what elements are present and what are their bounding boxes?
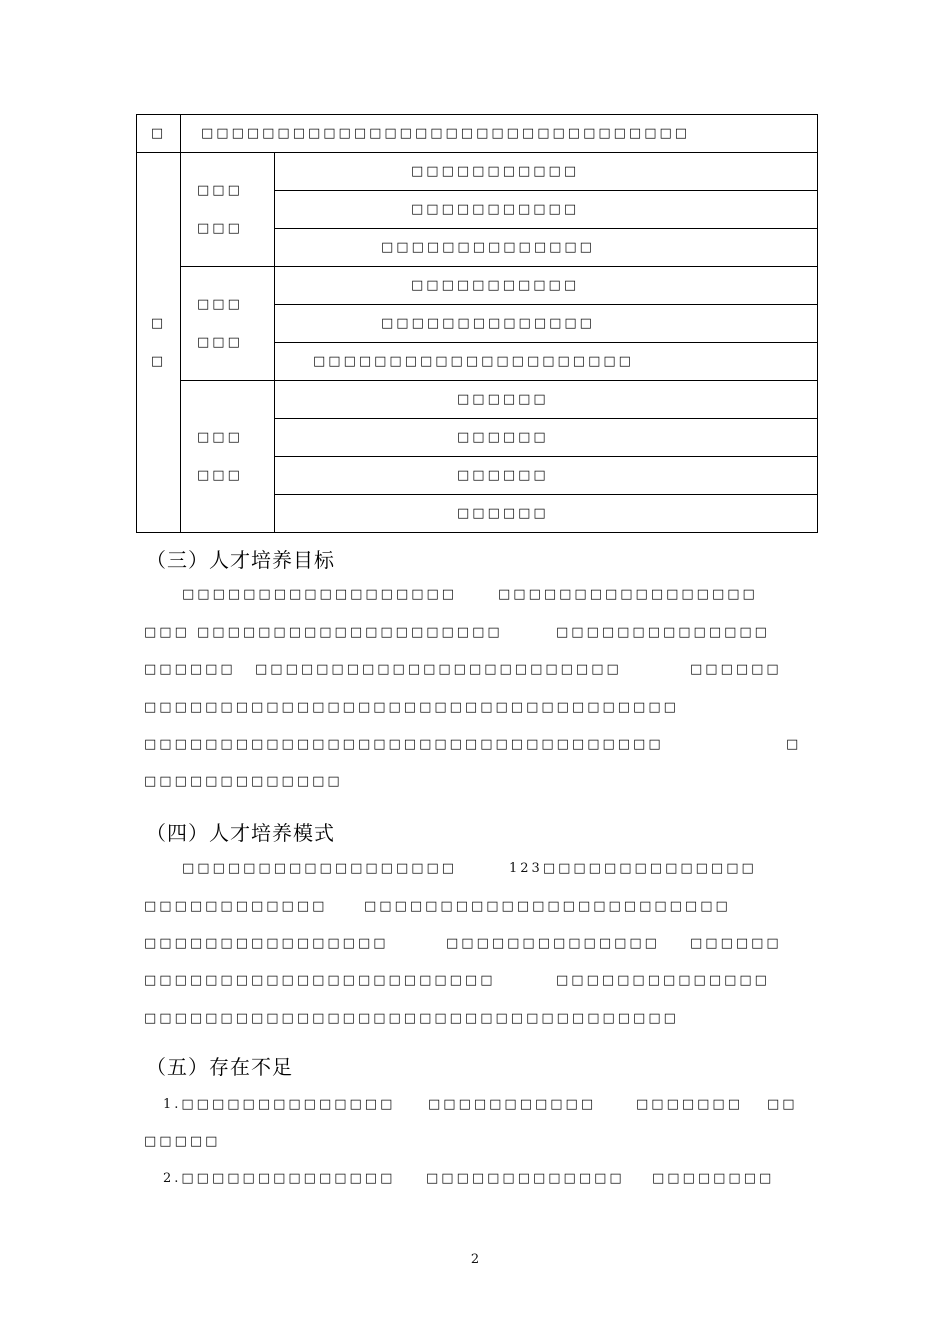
cell-text: □□□□□□□□□□□ <box>411 278 580 293</box>
text-line: □□□□□□ <box>144 662 236 677</box>
text-line: □□□□□□□□□□□□□□□□□□□□□□□□□□□□□□□□□□□ <box>144 1011 679 1026</box>
top-row-label: □ <box>137 115 181 153</box>
group-label-cell-3 <box>181 381 275 533</box>
table-cell <box>275 381 818 419</box>
text-line: □□□□□□□□□□□□□□□□□ <box>498 587 758 602</box>
text-line: □□□□□□□□□□□□□□ <box>556 973 770 988</box>
table-cell <box>275 457 818 495</box>
top-row-text: □□□□□□□□□□□□□□□□□□□□□□□□□□□□□□□□ <box>181 115 818 153</box>
group-1-label-2: □□□ <box>197 220 243 236</box>
text-line: □□□□□□□□□□□□□□□□□□□□□□□□□□□□□□□□□□ <box>144 737 664 752</box>
table-cell <box>275 419 818 457</box>
text-line: 123□□□□□□□□□□□□□□ <box>509 861 757 876</box>
cell-text: □□□□□□□□□□□□□□ <box>381 240 595 255</box>
text-line: □□ <box>767 1097 798 1112</box>
text-line: □□□□□□ <box>690 936 782 951</box>
group-1-label-1: □□□ <box>197 182 243 198</box>
page-number: 2 <box>470 1252 480 1267</box>
section-3-heading: （三）人才培养目标 <box>146 548 335 572</box>
text-line: □□□□□□□□□□□□□□□□□□□□ <box>197 625 503 640</box>
table-row <box>137 267 818 305</box>
text-line: 1.□□□□□□□□□□□□□□ <box>163 1097 396 1112</box>
text-line: □□□□□□□□□□□□□□□□□□ <box>182 587 458 602</box>
text-line: □□□□□□□□□□□□□□ <box>556 625 770 640</box>
text-line: □□□□□□□□□□□□ <box>144 899 328 914</box>
table-cell <box>275 191 818 229</box>
cell-text: □□□□□□ <box>457 430 549 445</box>
table-cell <box>275 267 818 305</box>
section-5-heading: （五）存在不足 <box>146 1055 293 1079</box>
side-label-2: □ <box>150 353 167 369</box>
group-label-cell-1 <box>181 153 275 267</box>
text-line: □□□□□□□□□□□□□□□□□□□□□□□□ <box>364 899 731 914</box>
text-line: □□□□□□□□□□□□□□ <box>446 936 660 951</box>
group-2-label-2: □□□ <box>197 334 243 350</box>
section-4-heading: （四）人才培养模式 <box>146 821 335 845</box>
cell-text: □□□□□□□□□□□ <box>411 164 580 179</box>
text-line: □□□ <box>144 625 190 640</box>
table-cell <box>275 495 818 533</box>
table-row <box>137 381 818 419</box>
text-line: □□□□□□□□□□□□□□□□□□ <box>182 861 458 876</box>
cell-text: □□□□□□□□□□□ <box>411 202 580 217</box>
side-label-cell <box>137 153 181 533</box>
table-row <box>137 153 818 191</box>
table-cell <box>275 343 818 381</box>
table-cell <box>275 153 818 191</box>
text-line: □□□□□□□□ <box>652 1171 775 1186</box>
group-label-cell-2 <box>181 267 275 381</box>
cell-text: □□□□□□ <box>457 392 549 407</box>
text-line: □□□□□□□□□□□ <box>428 1097 597 1112</box>
text-line: □□□□□□□□□□□□□ <box>144 774 343 789</box>
cell-text: □□□□□□□□□□□□□□□□□□□□□ <box>313 354 634 369</box>
table-cell <box>275 229 818 267</box>
side-label-1: □ <box>150 315 167 331</box>
table-row-top <box>137 115 818 153</box>
text-line: □ <box>786 737 802 752</box>
cell-text: □□□□□□□□□□□□□□ <box>381 316 595 331</box>
text-line: □□□□□□□ <box>636 1097 743 1112</box>
text-line: □□□□□□□□□□□□□□□□□□□□□□□□□□□□□□□□□□□ <box>144 700 679 715</box>
text-line: □□□□□□□□□□□□□□□□□□□□□□□ <box>144 973 496 988</box>
group-3-label-1: □□□ <box>197 429 243 445</box>
text-line: 2.□□□□□□□□□□□□□□ <box>163 1171 396 1186</box>
text-line: □□□□□□□□□□□□□ <box>426 1171 625 1186</box>
text-line: □□□□□ <box>144 1134 221 1149</box>
cell-text: □□□□□□ <box>457 468 549 483</box>
table-cell <box>275 305 818 343</box>
group-2-label-1: □□□ <box>197 296 243 312</box>
text-line: □□□□□□ <box>690 662 782 677</box>
group-3-label-2: □□□ <box>197 467 243 483</box>
text-line: □□□□□□□□□□□□□□□□ <box>144 936 389 951</box>
text-line: □□□□□□□□□□□□□□□□□□□□□□□□ <box>255 662 622 677</box>
overview-table <box>136 114 818 533</box>
cell-text: □□□□□□ <box>457 506 549 521</box>
